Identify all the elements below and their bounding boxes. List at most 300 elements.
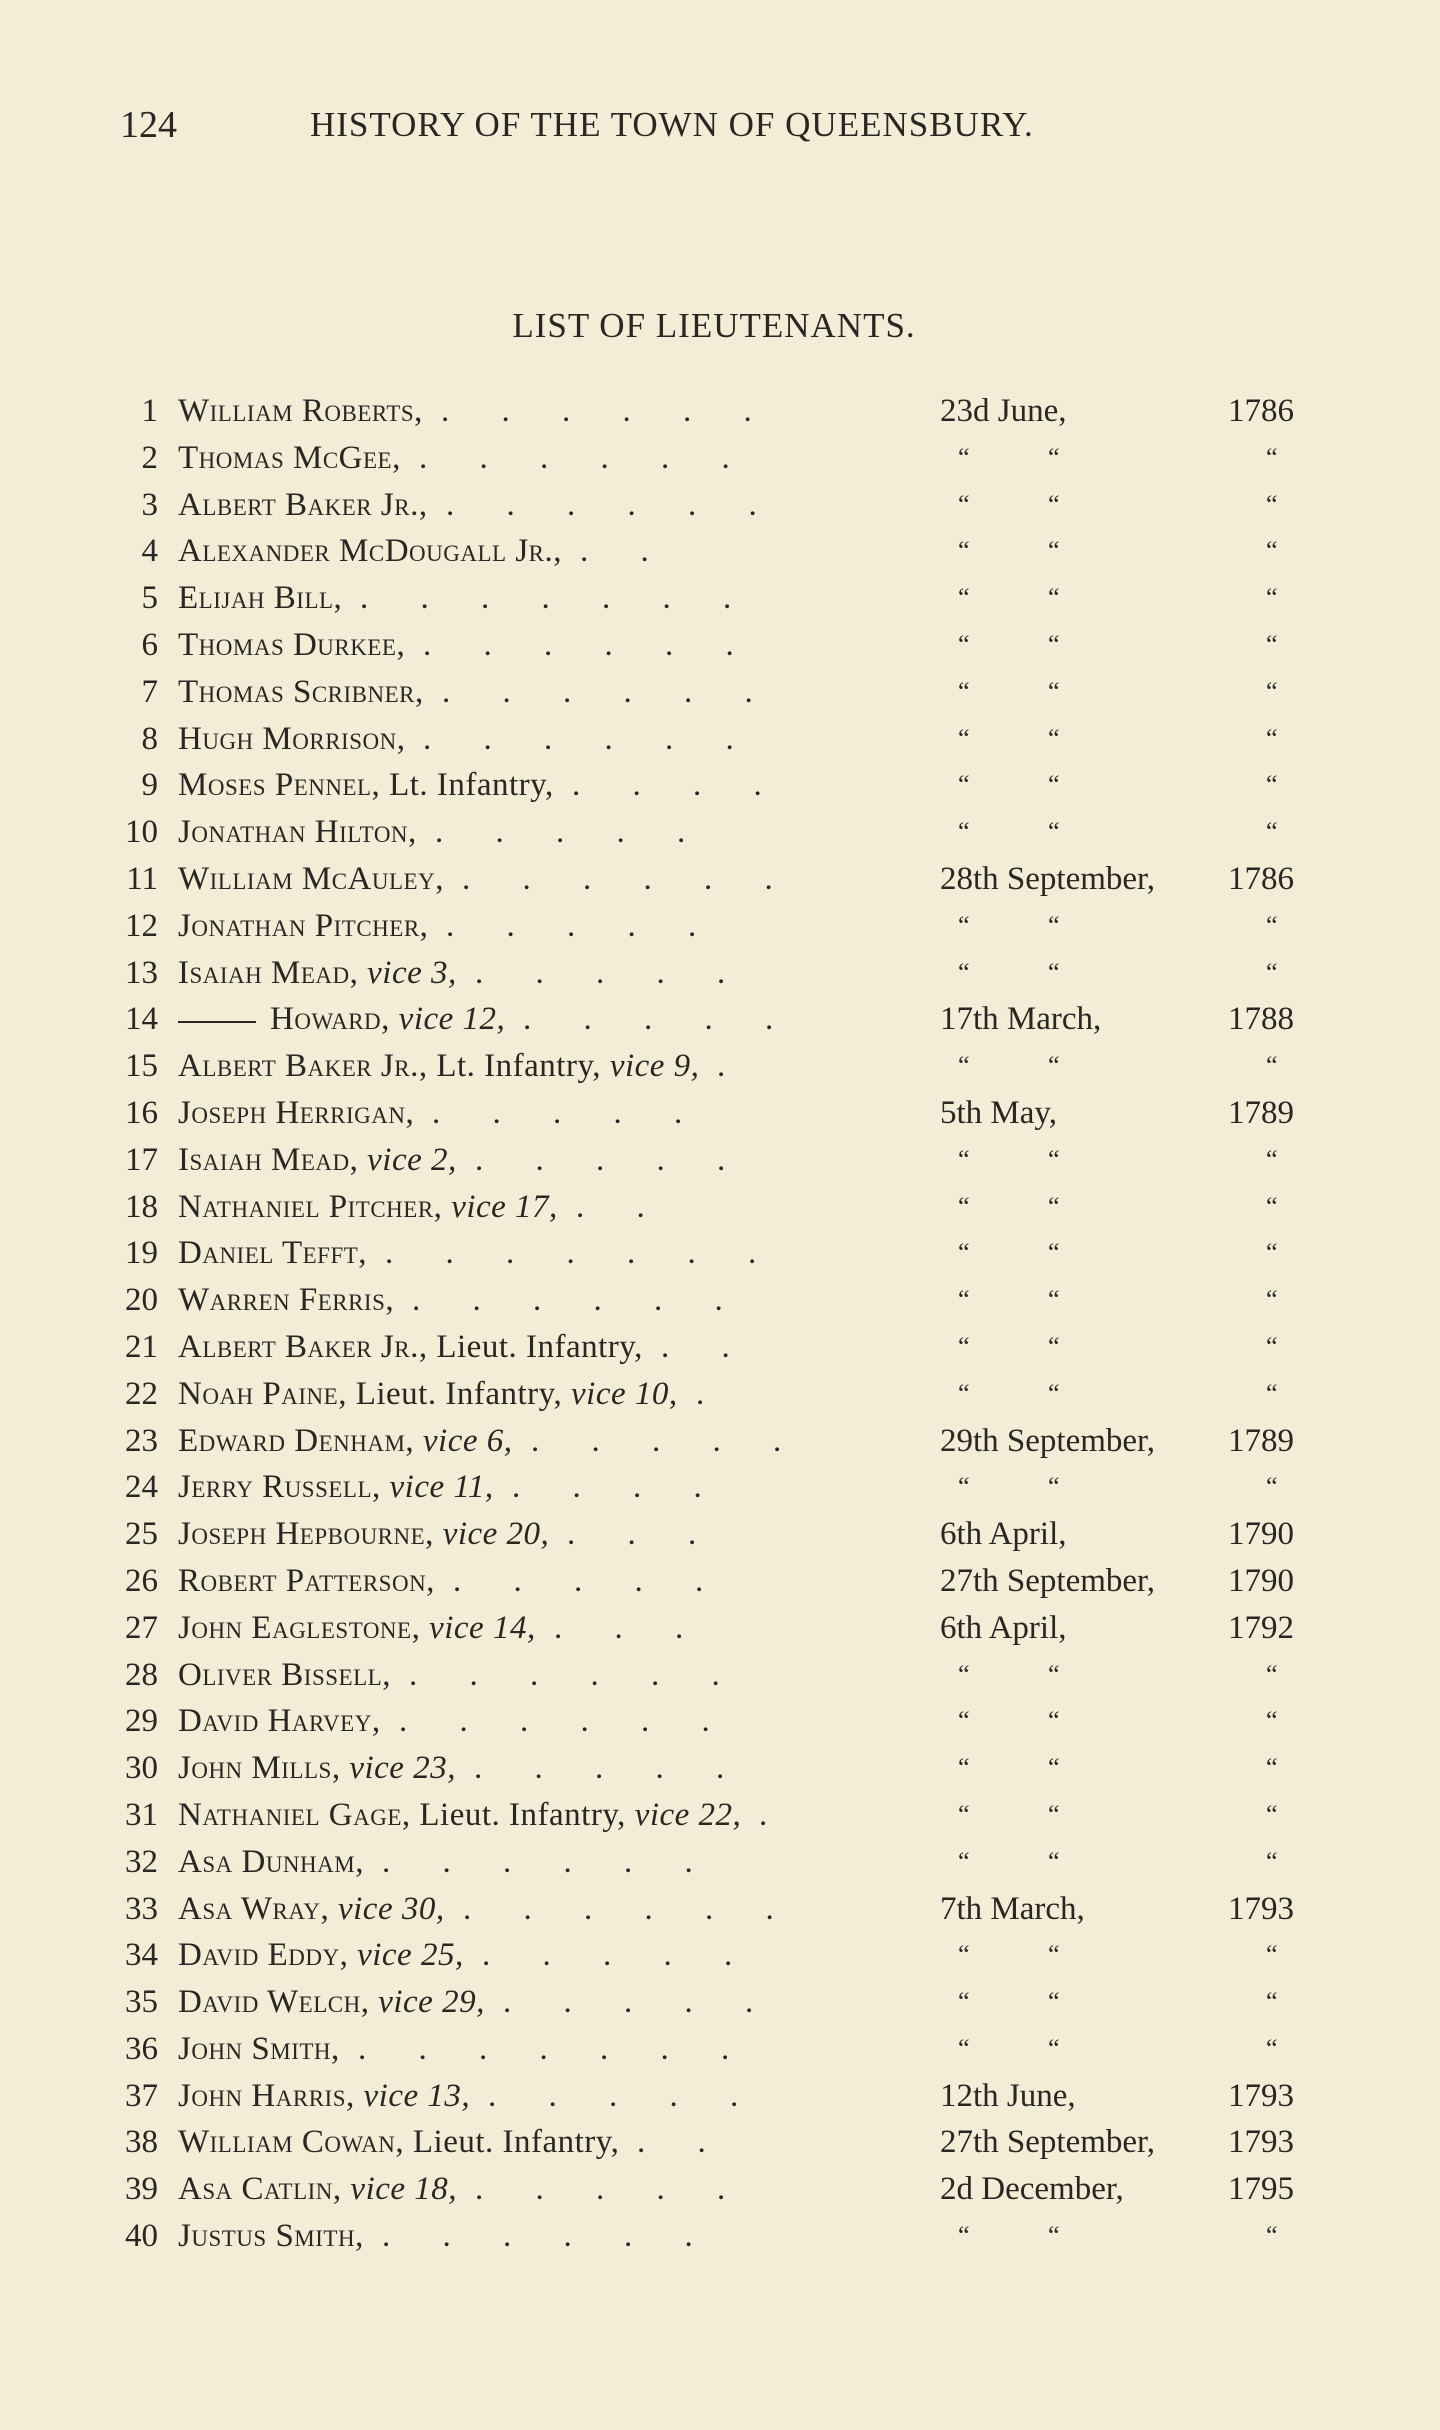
- list-item: [0, 950, 1440, 997]
- ditto-mark: “: [1048, 1706, 1060, 1736]
- list-item: [0, 1418, 1440, 1465]
- ditto-date: [958, 950, 1060, 997]
- vice-note: vice 12,: [398, 1001, 506, 1038]
- commission-year: 1790: [1228, 1562, 1294, 1599]
- entry-name: [178, 1839, 364, 1886]
- entry-name: [178, 1277, 394, 1324]
- entry-name: [178, 996, 505, 1043]
- ditto-mark: “: [1048, 629, 1060, 659]
- entry-name: [178, 1137, 457, 1184]
- ditto-mark: “: [958, 583, 970, 613]
- vice-note: vice 20,: [442, 1516, 550, 1553]
- ditto-mark: “: [1048, 723, 1060, 753]
- list-item: [0, 996, 1440, 1043]
- commission-date: 2d December,: [940, 2171, 1124, 2208]
- list-title: [0, 306, 1440, 346]
- vice-note: vice 10,: [571, 1375, 678, 1412]
- rank-note: [434, 1516, 443, 1552]
- vice-note: vice 6,: [422, 1422, 513, 1459]
- commission-date: 12th June,: [940, 2077, 1076, 2114]
- person-name: John Smith,: [178, 2030, 340, 2067]
- entry-name: [178, 388, 423, 435]
- person-name: Albert Baker Jr.,: [178, 1328, 428, 1365]
- person-name: John Harris,: [178, 2077, 355, 2114]
- list-item: [0, 2073, 1440, 2120]
- entry-number: 36: [125, 2030, 158, 2067]
- list-item: [0, 1652, 1440, 1699]
- person-name: Thomas Durkee,: [178, 626, 406, 663]
- ditto-year: “: [1266, 1472, 1278, 1502]
- ditto-mark: “: [958, 1331, 970, 1361]
- rank-note: [414, 1423, 423, 1459]
- list-item: [0, 2166, 1440, 2213]
- entry-number: 17: [125, 1141, 158, 1178]
- leader-dots: . . . . . .: [463, 1890, 796, 1927]
- leader-dots: . . . . . . .: [360, 580, 754, 617]
- list-item: [0, 1605, 1440, 1652]
- leader-dots: . .: [661, 1328, 752, 1365]
- ditto-year: “: [1266, 957, 1278, 987]
- ditto-date: [958, 1184, 1060, 1231]
- entry-number: 21: [125, 1328, 158, 1365]
- entry-number: 7: [141, 673, 158, 710]
- leader-dots: . . . . . . .: [385, 1235, 779, 1272]
- ditto-year: “: [1266, 1659, 1278, 1689]
- ditto-year: “: [1266, 723, 1278, 753]
- entry-name: [178, 716, 405, 763]
- person-name: David Harvey,: [178, 1703, 381, 1740]
- entry-name: [178, 1184, 558, 1231]
- ditto-year: “: [1266, 2221, 1278, 2251]
- person-name: William Cowan,: [178, 2124, 405, 2161]
- vice-note: vice 11,: [389, 1469, 494, 1506]
- ditto-date: [958, 2213, 1060, 2260]
- ditto-date: [958, 903, 1060, 950]
- entry-name: [178, 1090, 414, 1137]
- leader-dots: . . . . . .: [382, 1843, 715, 1880]
- commission-year: 1792: [1228, 1609, 1294, 1646]
- commission-year: 1788: [1228, 1001, 1294, 1038]
- ditto-mark: “: [958, 1144, 970, 1174]
- entry-number: 1: [141, 393, 158, 429]
- running-head: [120, 100, 1120, 150]
- lieutenant-list: [0, 388, 1440, 2260]
- rank-note: [381, 1469, 390, 1505]
- entry-number: 37: [125, 2077, 158, 2114]
- person-name: Jonathan Pitcher,: [178, 907, 429, 944]
- ditto-mark: “: [958, 723, 970, 753]
- commission-date: 28th September,: [940, 860, 1155, 897]
- person-name: Noah Paine,: [178, 1375, 347, 1412]
- vice-note: vice 30,: [337, 1890, 445, 1927]
- leader-dots: . . . . .: [475, 1141, 748, 1178]
- leader-dots: . . . . .: [475, 2171, 748, 2208]
- ditto-date: [958, 762, 1060, 809]
- leader-dots: . .: [576, 1188, 667, 1225]
- ditto-mark: “: [1048, 1051, 1060, 1081]
- ditto-mark: “: [958, 1753, 970, 1783]
- rank-note: Lieut. Infantry,: [410, 1796, 635, 1833]
- person-name: Warren Ferris,: [178, 1282, 395, 1319]
- ditto-date: [958, 1137, 1060, 1184]
- ditto-mark: “: [1048, 1987, 1060, 2017]
- entry-name: [178, 1979, 485, 2026]
- person-name: Alexander McDougall Jr.,: [178, 533, 562, 570]
- rank-note: [329, 1891, 338, 1927]
- ditto-mark: “: [958, 2221, 970, 2251]
- ditto-date: [958, 669, 1060, 716]
- leader-dots: . . . . .: [523, 1001, 796, 1038]
- ditto-date: [958, 1230, 1060, 1277]
- entry-number: 24: [125, 1469, 158, 1506]
- entry-number: 31: [125, 1796, 158, 1833]
- entry-name: [178, 1418, 513, 1465]
- commission-year: 1789: [1228, 1422, 1294, 1459]
- vice-note: vice 2,: [367, 1141, 457, 1178]
- leader-dots: . . . . . . .: [358, 2030, 752, 2067]
- ditto-mark: “: [958, 1799, 970, 1829]
- leader-dots: . . . . .: [475, 954, 748, 991]
- list-item: [0, 1090, 1440, 1137]
- person-name: Nathaniel Pitcher,: [178, 1188, 443, 1225]
- list-item: [0, 388, 1440, 435]
- leader-dots: . . . . .: [446, 907, 719, 944]
- list-item: [0, 669, 1440, 716]
- ditto-date: [958, 1043, 1060, 1090]
- ditto-mark: “: [958, 1238, 970, 1268]
- ditto-year: “: [1266, 770, 1278, 800]
- person-name: John Mills,: [178, 1750, 341, 1787]
- entry-name: [178, 622, 405, 669]
- entry-name: [178, 2119, 619, 2166]
- list-item: [0, 856, 1440, 903]
- list-item: [0, 1184, 1440, 1231]
- ditto-year: “: [1266, 1799, 1278, 1829]
- entry-name: [178, 1932, 464, 1979]
- vice-note: vice 22,: [634, 1796, 742, 1833]
- entry-number: 10: [125, 814, 158, 851]
- person-name: Edward Denham,: [178, 1422, 415, 1459]
- person-name: William McAuley,: [178, 860, 444, 897]
- commission-year: 1786: [1228, 860, 1294, 897]
- person-name: David Eddy,: [178, 1937, 349, 1974]
- list-item: [0, 1558, 1440, 1605]
- entry-name: [178, 1558, 435, 1605]
- list-item: [0, 2213, 1440, 2260]
- ditto-date: [958, 1324, 1060, 1371]
- entry-number: 25: [125, 1516, 158, 1553]
- entry-name: [178, 1511, 549, 1558]
- entry-name: [178, 1745, 456, 1792]
- commission-date: 7th March,: [940, 1890, 1085, 1927]
- rank-note: [358, 1142, 367, 1178]
- entry-number: 39: [125, 2171, 158, 2208]
- ditto-mark: “: [958, 770, 970, 800]
- vice-note: vice 29,: [378, 1984, 485, 2021]
- ditto-year: “: [1266, 629, 1278, 659]
- person-name: Albert Baker Jr.,: [178, 486, 428, 523]
- ditto-mark: “: [958, 2033, 970, 2063]
- leader-dots: . . . . .: [531, 1422, 804, 1459]
- ditto-mark: “: [958, 1378, 970, 1408]
- ditto-mark: “: [958, 536, 970, 566]
- ditto-mark: “: [1048, 1846, 1060, 1876]
- ditto-date: [958, 622, 1060, 669]
- person-name: David Welch,: [178, 1984, 370, 2021]
- ditto-year: “: [1266, 676, 1278, 706]
- ditto-year: “: [1266, 536, 1278, 566]
- ditto-year: “: [1266, 2033, 1278, 2063]
- entry-name: [178, 669, 424, 716]
- leader-dots: . . . . .: [503, 1984, 776, 2021]
- person-name: Isaiah Mead,: [178, 954, 359, 991]
- person-name: Albert Baker Jr.,: [178, 1048, 428, 1085]
- ditto-date: [958, 1464, 1060, 1511]
- leader-dots: . . . . .: [474, 1750, 747, 1787]
- entry-name: [178, 528, 562, 575]
- entry-name: [178, 2213, 364, 2260]
- ditto-year: “: [1266, 1331, 1278, 1361]
- entry-number: 6: [141, 626, 158, 663]
- list-item: [0, 716, 1440, 763]
- list-item: [0, 762, 1440, 809]
- ditto-date: [958, 1932, 1060, 1979]
- ditto-year: “: [1266, 583, 1278, 613]
- ditto-mark: “: [958, 957, 970, 987]
- list-item: [0, 435, 1440, 482]
- entry-number: 12: [125, 907, 158, 944]
- leader-dots: . . .: [567, 1516, 719, 1553]
- ditto-year: “: [1266, 1051, 1278, 1081]
- vice-note: vice 14,: [429, 1609, 536, 1646]
- leader-dots: .: [717, 1048, 748, 1085]
- ditto-mark: “: [1048, 442, 1060, 472]
- person-name: Isaiah Mead,: [178, 1141, 359, 1178]
- commission-date: 6th April,: [940, 1516, 1067, 1553]
- entry-name: [178, 1230, 367, 1277]
- leader-dots: . . . . . .: [419, 439, 752, 476]
- rank-note: Lieut. Infantry,: [404, 2124, 620, 2161]
- ditto-mark: “: [1048, 1238, 1060, 1268]
- ditto-mark: “: [1048, 1144, 1060, 1174]
- ditto-mark: “: [1048, 1285, 1060, 1315]
- ditto-date: [958, 716, 1060, 763]
- person-name: William Roberts,: [178, 393, 423, 429]
- ditto-mark: “: [1048, 1472, 1060, 1502]
- commission-date: 27th September,: [940, 2124, 1155, 2161]
- entry-name: [178, 903, 428, 950]
- entry-name: [178, 1464, 494, 1511]
- person-name: Oliver Bissell,: [178, 1656, 391, 1693]
- commission-year: 1789: [1228, 1094, 1294, 1131]
- commission-year: 1786: [1228, 393, 1294, 429]
- person-name: Joseph Herrigan,: [178, 1094, 415, 1131]
- entry-name: [178, 1652, 391, 1699]
- entry-name: [178, 1605, 536, 1652]
- entry-name: [178, 1886, 445, 1933]
- entry-name: [178, 1371, 678, 1418]
- entry-name: [178, 1324, 643, 1371]
- commission-date: 29th September,: [940, 1422, 1155, 1459]
- list-item: [0, 528, 1440, 575]
- person-name: Jerry Russell,: [178, 1469, 381, 1506]
- vice-note: vice 9,: [609, 1048, 700, 1085]
- entry-number: 34: [125, 1937, 158, 1974]
- ditto-mark: “: [1048, 536, 1060, 566]
- person-name: Asa Wray,: [178, 1890, 330, 1927]
- person-name: Howard,: [270, 1001, 390, 1038]
- entry-number: 35: [125, 1984, 158, 2021]
- entry-name: [178, 809, 417, 856]
- leader-dots: . . . . . .: [409, 1656, 742, 1693]
- person-name: Asa Dunham,: [178, 1843, 364, 1880]
- entry-number: 32: [125, 1843, 158, 1880]
- leader-dots: . . . . . .: [399, 1703, 732, 1740]
- ditto-year: “: [1266, 1753, 1278, 1783]
- list-item: [0, 903, 1440, 950]
- person-name: Daniel Tefft,: [178, 1235, 368, 1272]
- vice-note: vice 13,: [363, 2077, 471, 2114]
- leader-dots: . . . . .: [482, 1937, 755, 1974]
- ditto-date: [958, 1979, 1060, 2026]
- ditto-year: “: [1266, 1846, 1278, 1876]
- blank-name-dash: [178, 1021, 256, 1023]
- commission-year: 1793: [1228, 1890, 1294, 1927]
- ditto-mark: “: [1048, 2221, 1060, 2251]
- ditto-year: “: [1266, 817, 1278, 847]
- ditto-mark: “: [958, 629, 970, 659]
- entry-name: [178, 435, 401, 482]
- entry-name: [178, 482, 428, 529]
- ditto-mark: “: [1048, 1659, 1060, 1689]
- leader-dots: . . . . . .: [423, 720, 756, 757]
- leader-dots: . . . . .: [432, 1094, 705, 1131]
- commission-year: 1790: [1228, 1516, 1294, 1553]
- entry-name: [178, 1698, 381, 1745]
- rank-note: Lt. Infantry,: [427, 1048, 610, 1085]
- person-name: John Eaglestone,: [178, 1609, 421, 1646]
- list-item: [0, 809, 1440, 856]
- list-item: [0, 1230, 1440, 1277]
- ditto-date: [958, 809, 1060, 856]
- leader-dots: . . . . . .: [442, 673, 775, 710]
- entry-name: [178, 2026, 340, 2073]
- vice-note: vice 18,: [350, 2171, 458, 2208]
- entry-number: 11: [126, 860, 158, 897]
- ditto-mark: “: [958, 1846, 970, 1876]
- rank-note: Lt. Infantry,: [380, 767, 554, 804]
- rank-note: [358, 955, 367, 991]
- rank-note: [348, 1937, 357, 1973]
- vice-note: vice 17,: [451, 1188, 558, 1225]
- person-name: Robert Patterson,: [178, 1562, 435, 1599]
- entry-number: 8: [141, 720, 158, 757]
- commission-date: 6th April,: [940, 1609, 1067, 1646]
- list-item: [0, 1277, 1440, 1324]
- rank-note: [355, 2078, 364, 2114]
- leader-dots: . . . . . .: [423, 626, 756, 663]
- ditto-mark: “: [1048, 489, 1060, 519]
- leader-dots: . . . . . .: [462, 860, 795, 897]
- list-item: [0, 1839, 1440, 1886]
- entry-number: 38: [125, 2124, 158, 2161]
- ditto-year: “: [1266, 910, 1278, 940]
- ditto-date: [958, 1792, 1060, 1839]
- ditto-year: “: [1266, 1987, 1278, 2017]
- leader-dots: . . . . . .: [441, 393, 774, 429]
- list-item: [0, 1371, 1440, 1418]
- person-name: Asa Catlin,: [178, 2171, 342, 2208]
- vice-note: vice 23,: [349, 1750, 456, 1787]
- entry-number: 26: [125, 1562, 158, 1599]
- rank-note: [442, 1189, 451, 1225]
- entry-number: 4: [141, 533, 158, 570]
- leader-dots: . . . . . .: [412, 1282, 745, 1319]
- entry-name: [178, 762, 554, 809]
- list-item: [0, 1792, 1440, 1839]
- ditto-mark: “: [958, 1472, 970, 1502]
- leader-dots: . . . . . .: [446, 486, 779, 523]
- commission-date: 27th September,: [940, 1562, 1155, 1599]
- ditto-year: “: [1266, 489, 1278, 519]
- ditto-year: “: [1266, 1706, 1278, 1736]
- entry-number: 28: [125, 1656, 158, 1693]
- rank-note: [369, 1984, 378, 2020]
- entry-number: 20: [125, 1282, 158, 1319]
- person-name: Jonathan Hilton,: [178, 814, 417, 851]
- person-name: Justus Smith,: [178, 2218, 364, 2255]
- ditto-mark: “: [1048, 583, 1060, 613]
- list-item: [0, 1745, 1440, 1792]
- list-item: [0, 1137, 1440, 1184]
- ditto-mark: “: [1048, 957, 1060, 987]
- entry-number: 13: [125, 954, 158, 991]
- leader-dots: . . . .: [512, 1469, 724, 1506]
- entry-number: 5: [141, 580, 158, 617]
- ditto-date: [958, 1839, 1060, 1886]
- list-item: [0, 1043, 1440, 1090]
- entry-name: [178, 2166, 457, 2213]
- ditto-date: [958, 528, 1060, 575]
- entry-number: 3: [141, 486, 158, 523]
- commission-year: 1793: [1228, 2077, 1294, 2114]
- entry-number: 16: [125, 1094, 158, 1131]
- ditto-year: “: [1266, 1285, 1278, 1315]
- ditto-date: [958, 1652, 1060, 1699]
- person-name: Nathaniel Gage,: [178, 1796, 411, 1833]
- leader-dots: . .: [580, 533, 671, 570]
- ditto-year: “: [1266, 1238, 1278, 1268]
- list-item: [0, 1511, 1440, 1558]
- entry-number: 27: [125, 1609, 158, 1646]
- leader-dots: . . . . .: [435, 814, 708, 851]
- ditto-mark: “: [1048, 1191, 1060, 1221]
- ditto-date: [958, 2026, 1060, 2073]
- ditto-mark: “: [1048, 1940, 1060, 1970]
- entry-name: [178, 1043, 699, 1090]
- ditto-date: [958, 1277, 1060, 1324]
- entry-number: 30: [125, 1750, 158, 1787]
- commission-date: 5th May,: [940, 1094, 1058, 1131]
- ditto-mark: “: [958, 1940, 970, 1970]
- person-name: Hugh Morrison,: [178, 720, 406, 757]
- person-name: Thomas Scribner,: [178, 673, 424, 710]
- leader-dots: . . .: [554, 1609, 706, 1646]
- ditto-mark: “: [958, 1987, 970, 2017]
- ditto-date: [958, 575, 1060, 622]
- ditto-mark: “: [1048, 1753, 1060, 1783]
- ditto-date: [958, 1745, 1060, 1792]
